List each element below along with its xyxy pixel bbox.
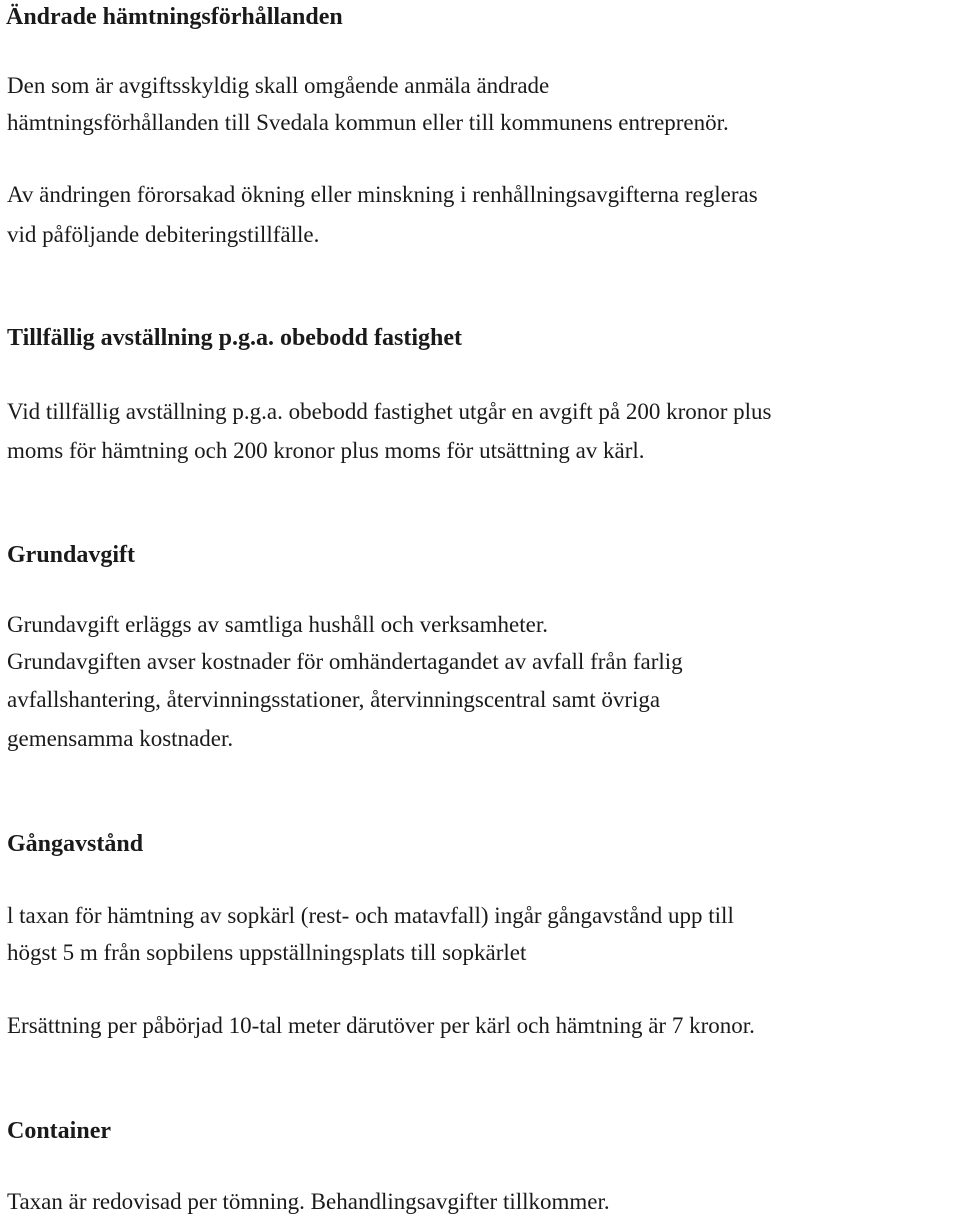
heading-andrade-hamtningsforhallanden: Ändrade hämtningsförhållanden [6,4,343,30]
paragraph-line: avfallshantering, återvinningsstationer, återvinningscentral samt övriga [7,687,661,712]
paragraph-line: Taxan är redovisad per tömning. Behandlingsavgifter tillkommer. [7,1189,610,1214]
paragraph-line: Grundavgiften avser kostnader för omhändertagandet av avfall från farlig [7,649,683,674]
paragraph-line: l taxan för hämtning av sopkärl (rest- och matavfall) ingår gångavstånd upp till [7,903,734,928]
paragraph-line: Av ändringen förorsakad ökning eller minskning i renhållningsavgifterna regleras [7,182,758,207]
paragraph-line: moms för hämtning och 200 kronor plus moms för utsättning av kärl. [7,438,645,463]
heading-tillfallig-avstallning: Tillfällig avställning p.g.a. obebodd fastighet [7,325,462,351]
heading-container: Container [7,1118,111,1144]
paragraph-line: hämtningsförhållanden till Svedala kommun eller till kommunens entreprenör. [7,110,729,135]
paragraph-line: högst 5 m från sopbilens uppställningsplats till sopkärlet [7,940,527,965]
paragraph-line: Vid tillfällig avställning p.g.a. obebodd fastighet utgår en avgift på 200 kronor plus [7,399,772,424]
paragraph-line: gemensamma kostnader. [7,726,234,751]
paragraph-line: Den som är avgiftsskyldig skall omgående anmäla ändrade [7,73,550,98]
paragraph-line: vid påföljande debiteringstillfälle. [7,222,320,247]
paragraph-line: Ersättning per påbörjad 10-tal meter därutöver per kärl och hämtning är 7 kronor. [7,1013,755,1038]
heading-grundavgift: Grundavgift [7,542,136,568]
paragraph-line: Grundavgift erläggs av samtliga hushåll och verksamheter. [7,612,548,637]
heading-gangavstand: Gångavstånd [7,831,144,857]
